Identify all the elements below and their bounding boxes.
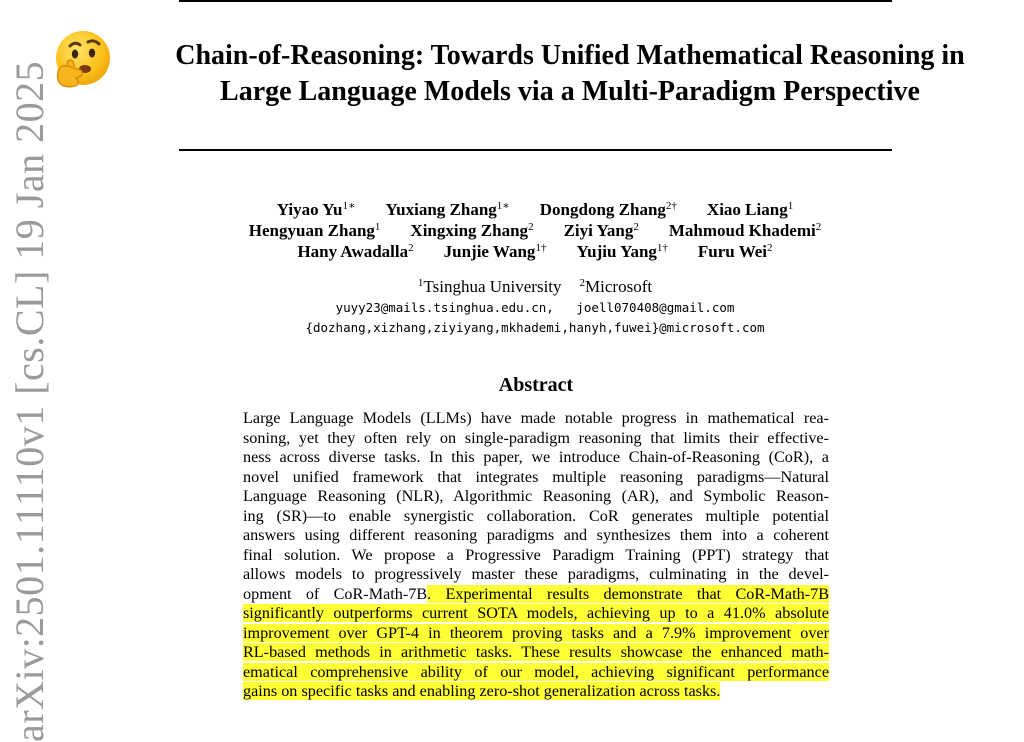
abstract-line <box>243 409 829 429</box>
abstract-text: allows models to progressively master these paradigms, culminating in the devel- <box>243 565 829 583</box>
highlighted-text: significantly outperforms current SOTA models, achieving up to a 41.0% absolute <box>243 604 829 622</box>
highlighted-text: RL-based methods in arithmetic tasks. These results showcase the enhanced math- <box>243 643 829 661</box>
abstract-line <box>243 604 829 624</box>
abstract-text: ness across diverse tasks. In this paper, we introduce Chain-of-Reasoning (CoR), a <box>243 448 829 466</box>
author: Dongdong Zhang$^{2\dagger}$ <box>539 200 677 219</box>
author: Mahmoud Khademi$^2$ <box>668 221 822 240</box>
paper-title <box>122 38 1018 110</box>
highlighted-text: gains on specific tasks and enabling zero-shot generalization across tasks. <box>243 682 721 700</box>
abstract-line <box>243 682 829 702</box>
abstract-line <box>243 663 829 683</box>
title-line-2: Large Language Models via a Multi-Paradigm Perspective <box>220 76 920 107</box>
affiliation-name: Tsinghua University <box>423 277 562 296</box>
abstract-line <box>243 468 829 488</box>
abstract-line <box>243 507 829 527</box>
author: Yuxiang Zhang$^{1∗}$ <box>385 200 510 219</box>
abstract-text: novel unified framework that integrates multiple reasoning paradigms—Natural <box>243 467 829 486</box>
abstract-heading: Abstract <box>498 374 574 396</box>
abstract-line <box>243 565 829 585</box>
abstract-text: answers using different reasoning paradigms and synthesizes them into a coherent <box>243 526 829 544</box>
email-line-1[interactable]: yuyy23@mails.tsinghua.edu.cn, joell070408@gmail.com <box>335 300 735 315</box>
highlighted-text: . Experimental results demonstrate that CoR-Math-7B <box>427 584 829 603</box>
title-rule-top <box>179 0 892 2</box>
abstract-line <box>243 429 829 449</box>
author-line-1 <box>150 199 920 220</box>
abstract-text: soning, yet they often rely on single-paradigm reasoning that limits their effective- <box>243 428 829 447</box>
thinking-face-emoji-icon <box>50 28 114 92</box>
author: Xiao Liang$^1$ <box>706 200 794 219</box>
affiliation-mark: 1 <box>417 277 424 289</box>
abstract-line <box>243 643 829 663</box>
affiliations <box>150 276 920 298</box>
author: Hany Awadalla$^2$ <box>297 242 414 261</box>
email-line-2[interactable]: {dozhang,xizhang,ziyiyang,mkhademi,hanyh,fuwei}@microsoft.com <box>305 320 765 335</box>
author: Ziyi Yang$^2$ <box>563 221 639 240</box>
affiliation-name: Microsoft <box>585 277 653 296</box>
abstract-line <box>243 585 829 605</box>
title-line-1: Chain-of-Reasoning: Towards Unified Mathematical Reasoning in <box>175 40 965 71</box>
abstract-text: Large Language Models (LLMs) have made notable progress in mathematical rea- <box>243 409 829 427</box>
author: Yiyao $Yu^{1∗}$ <box>276 200 356 219</box>
author: Hengyuan Zhang$^1$ <box>248 221 381 240</box>
abstract-line <box>243 448 829 468</box>
abstract-text: Language Reasoning (NLR), Algorithmic Reasoning (AR), and Symbolic Reason- <box>243 487 829 505</box>
author: Yujiu Yang$^{1\dagger}$ <box>576 242 668 261</box>
author-block <box>150 199 920 262</box>
author: Furu Wei$^2$ <box>697 242 773 261</box>
author: Junjie Wang$^{1\dagger}$ <box>443 242 547 261</box>
abstract-line <box>243 487 829 507</box>
abstract-line <box>243 546 829 566</box>
email-block <box>150 298 920 338</box>
abstract-body <box>243 409 829 702</box>
author: Xingxing Zhang$^2$ <box>410 221 534 240</box>
title-rule-bottom <box>179 149 892 151</box>
author-line-2 <box>150 220 920 241</box>
abstract-text: ing (SR)—to enable synergistic collaboration. CoR generates multiple potential <box>243 506 829 525</box>
highlighted-text: ematical comprehensive ability of our model, achieving significant performance <box>243 662 829 681</box>
abstract-text: opment of CoR-Math-7B <box>243 584 428 603</box>
abstract-line <box>243 624 829 644</box>
abstract-line <box>243 526 829 546</box>
highlighted-text: improvement over GPT-4 in theorem proving tasks and a 7.9% improvement over <box>243 623 829 642</box>
affiliation-mark: 2 <box>579 277 586 289</box>
abstract-text: final solution. We propose a Progressive Paradigm Training (PPT) strategy that <box>243 545 829 564</box>
author-line-3 <box>150 241 920 262</box>
arxiv-identifier-stamp[interactable]: arXiv:2501.11110v1 [cs.CL] 19 Jan 2025 <box>7 60 52 742</box>
